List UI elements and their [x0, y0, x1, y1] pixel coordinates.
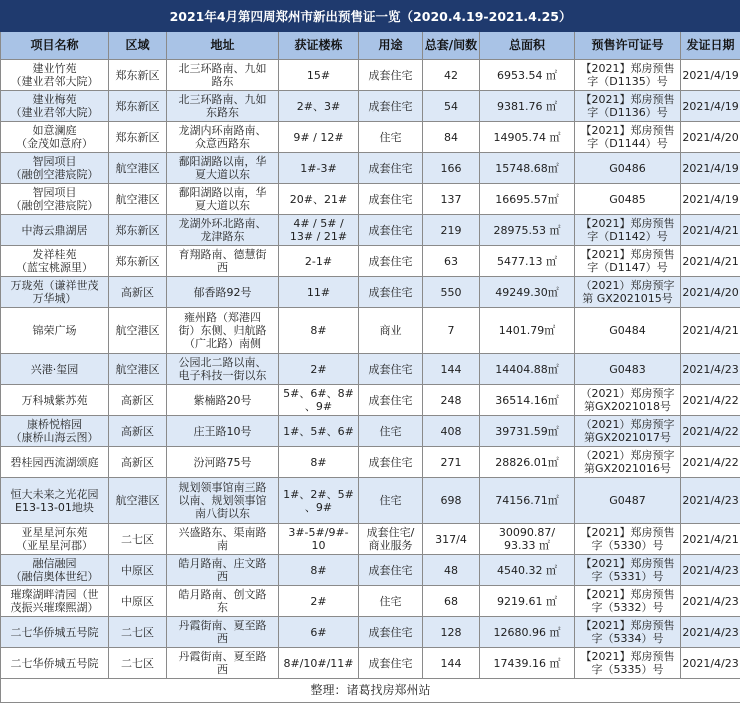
cell-buildings: 2# — [279, 354, 359, 385]
cell-units: 128 — [423, 617, 480, 648]
column-header: 用途 — [359, 32, 423, 60]
cell-area: 9219.61 ㎡ — [480, 586, 575, 617]
table-row — [1, 215, 740, 246]
cell-usage: 成套住宅 — [359, 153, 423, 184]
cell-address: 公园北二路以南、 电子科技一街以东 — [167, 354, 279, 385]
cell-district: 航空港区 — [109, 354, 167, 385]
cell-issue-date: 2021/4/20 — [681, 122, 740, 153]
cell-address: 皓月路南、庄文路 西 — [167, 555, 279, 586]
table-row — [1, 60, 740, 91]
cell-units: 550 — [423, 277, 480, 308]
table-row — [1, 648, 740, 679]
cell-address: 北三环路南、九如 路东 — [167, 60, 279, 91]
cell-issue-date: 2021/4/20 — [681, 277, 740, 308]
cell-usage: 成套住宅 — [359, 385, 423, 416]
cell-units: 144 — [423, 354, 480, 385]
cell-district: 中原区 — [109, 555, 167, 586]
cell-units: 248 — [423, 385, 480, 416]
cell-project-name: 智园项目 （融创空港宸院） — [1, 184, 109, 215]
cell-permit-number: 【2021】郑房预售 字（D1142）号 — [575, 215, 681, 246]
cell-address: 丹霞街南、夏至路 西 — [167, 648, 279, 679]
cell-address: 郁香路92号 — [167, 277, 279, 308]
cell-address: 紫楠路20号 — [167, 385, 279, 416]
cell-usage: 成套住宅 — [359, 648, 423, 679]
cell-permit-number: 【2021】郑房预售 字（5334）号 — [575, 617, 681, 648]
cell-usage: 成套住宅 — [359, 277, 423, 308]
cell-units: 271 — [423, 447, 480, 478]
table-row — [1, 153, 740, 184]
cell-issue-date: 2021/4/23 — [681, 648, 740, 679]
footer-row — [1, 679, 740, 703]
cell-usage: 成套住宅 — [359, 91, 423, 122]
cell-district: 郑东新区 — [109, 91, 167, 122]
cell-district: 高新区 — [109, 385, 167, 416]
table-row — [1, 478, 740, 524]
cell-permit-number: （2021）郑房预字 第GX2021016号 — [575, 447, 681, 478]
cell-district: 二七区 — [109, 648, 167, 679]
cell-permit-number: 【2021】郑房预售 字（5335）号 — [575, 648, 681, 679]
cell-district: 航空港区 — [109, 153, 167, 184]
cell-permit-number: G0486 — [575, 153, 681, 184]
cell-issue-date: 2021/4/23 — [681, 586, 740, 617]
cell-buildings: 6# — [279, 617, 359, 648]
cell-area: 9381.76 ㎡ — [480, 91, 575, 122]
cell-address: 育翔路南、德慧街 西 — [167, 246, 279, 277]
cell-district: 高新区 — [109, 416, 167, 447]
cell-issue-date: 2021/4/23 — [681, 617, 740, 648]
cell-buildings: 2# — [279, 586, 359, 617]
cell-project-name: 二七华侨城五号院 — [1, 648, 109, 679]
cell-usage: 住宅 — [359, 122, 423, 153]
cell-area: 1401.79㎡ — [480, 308, 575, 354]
cell-units: 317/4 — [423, 524, 480, 555]
cell-issue-date: 2021/4/19 — [681, 60, 740, 91]
cell-address: 鄱阳湖路以南，华 夏大道以东 — [167, 153, 279, 184]
column-header: 区域 — [109, 32, 167, 60]
cell-address: 庄王路10号 — [167, 416, 279, 447]
cell-buildings: 2-1# — [279, 246, 359, 277]
column-header: 项目名称 — [1, 32, 109, 60]
cell-units: 166 — [423, 153, 480, 184]
cell-area: 6953.54 ㎡ — [480, 60, 575, 91]
table-row — [1, 277, 740, 308]
cell-address: 兴盛路东、渠南路 南 — [167, 524, 279, 555]
cell-usage: 成套住宅 — [359, 184, 423, 215]
cell-permit-number: 【2021】郑房预售 字（5332）号 — [575, 586, 681, 617]
cell-project-name: 恒大未来之光花园 E13-13-01地块 — [1, 478, 109, 524]
cell-buildings: 2#、3# — [279, 91, 359, 122]
cell-permit-number: （2021）郑房预字 第GX2021017号 — [575, 416, 681, 447]
cell-issue-date: 2021/4/21 — [681, 308, 740, 354]
cell-units: 63 — [423, 246, 480, 277]
cell-district: 高新区 — [109, 277, 167, 308]
cell-buildings: 9# / 12# — [279, 122, 359, 153]
cell-area: 16695.57㎡ — [480, 184, 575, 215]
cell-usage: 成套住宅/ 商业服务 — [359, 524, 423, 555]
cell-district: 郑东新区 — [109, 215, 167, 246]
cell-issue-date: 2021/4/19 — [681, 91, 740, 122]
cell-project-name: 建业梅苑 （建业君邻大院） — [1, 91, 109, 122]
cell-permit-number: G0484 — [575, 308, 681, 354]
cell-area: 4540.32 ㎡ — [480, 555, 575, 586]
cell-issue-date: 2021/4/21 — [681, 215, 740, 246]
cell-permit-number: （2021）郑房预字 第 GX2021015号 — [575, 277, 681, 308]
cell-issue-date: 2021/4/22 — [681, 416, 740, 447]
cell-usage: 成套住宅 — [359, 215, 423, 246]
table-title-row — [1, 1, 740, 32]
cell-issue-date: 2021/4/22 — [681, 447, 740, 478]
cell-issue-date: 2021/4/21 — [681, 524, 740, 555]
cell-units: 54 — [423, 91, 480, 122]
cell-usage: 成套住宅 — [359, 246, 423, 277]
cell-buildings: 20#、21# — [279, 184, 359, 215]
cell-project-name: 二七华侨城五号院 — [1, 617, 109, 648]
cell-address: 皓月路南、创文路 东 — [167, 586, 279, 617]
cell-usage: 成套住宅 — [359, 617, 423, 648]
cell-usage: 商业 — [359, 308, 423, 354]
cell-district: 二七区 — [109, 524, 167, 555]
cell-project-name: 万科城紫苏苑 — [1, 385, 109, 416]
column-header: 发证日期 — [681, 32, 740, 60]
cell-permit-number: （2021）郑房预字 第GX2021018号 — [575, 385, 681, 416]
cell-address: 丹霞街南、夏至路 西 — [167, 617, 279, 648]
cell-address: 雍州路（郑港四 街）东侧、归航路 （广北路）南侧 — [167, 308, 279, 354]
cell-units: 144 — [423, 648, 480, 679]
cell-buildings: 4# / 5# / 13# / 21# — [279, 215, 359, 246]
cell-address: 龙湖外环北路南、 龙津路东 — [167, 215, 279, 246]
table-row — [1, 91, 740, 122]
cell-district: 航空港区 — [109, 478, 167, 524]
table-body — [1, 60, 740, 679]
column-header-row — [1, 32, 740, 60]
cell-units: 84 — [423, 122, 480, 153]
cell-area: 14404.88㎡ — [480, 354, 575, 385]
column-header: 总套/间数 — [423, 32, 480, 60]
cell-area: 30090.87/ 93.33 ㎡ — [480, 524, 575, 555]
cell-issue-date: 2021/4/23 — [681, 354, 740, 385]
cell-district: 中原区 — [109, 586, 167, 617]
cell-permit-number: 【2021】郑房预售 字（D1147）号 — [575, 246, 681, 277]
cell-buildings: 8# — [279, 447, 359, 478]
cell-issue-date: 2021/4/19 — [681, 153, 740, 184]
cell-issue-date: 2021/4/23 — [681, 478, 740, 524]
cell-buildings: 8# — [279, 308, 359, 354]
table-row — [1, 586, 740, 617]
cell-address: 规划领事馆南三路 以南、规划领事馆 南八街以东 — [167, 478, 279, 524]
cell-project-name: 璀璨湖畔清园（世 茂振兴璀璨熙湖） — [1, 586, 109, 617]
cell-area: 39731.59㎡ — [480, 416, 575, 447]
cell-permit-number: 【2021】郑房预售 字（5330）号 — [575, 524, 681, 555]
cell-area: 28826.01㎡ — [480, 447, 575, 478]
table-row — [1, 246, 740, 277]
cell-buildings: 8# — [279, 555, 359, 586]
cell-area: 49249.30㎡ — [480, 277, 575, 308]
cell-issue-date: 2021/4/19 — [681, 184, 740, 215]
cell-project-name: 融信融园 （融信奥体世纪） — [1, 555, 109, 586]
table-row — [1, 122, 740, 153]
cell-district: 郑东新区 — [109, 60, 167, 91]
cell-project-name: 万珑苑（谦祥世茂 万华城） — [1, 277, 109, 308]
cell-permit-number: 【2021】郑房预售 字（D1136）号 — [575, 91, 681, 122]
cell-district: 航空港区 — [109, 308, 167, 354]
table-row — [1, 416, 740, 447]
cell-units: 219 — [423, 215, 480, 246]
cell-units: 42 — [423, 60, 480, 91]
cell-issue-date: 2021/4/21 — [681, 246, 740, 277]
cell-buildings: 5#、6#、8# 、9# — [279, 385, 359, 416]
cell-buildings: 1#、2#、5# 、9# — [279, 478, 359, 524]
cell-units: 137 — [423, 184, 480, 215]
table-row — [1, 308, 740, 354]
cell-project-name: 发祥桂苑 （蓝宝桃源里） — [1, 246, 109, 277]
cell-permit-number: G0483 — [575, 354, 681, 385]
table-row — [1, 555, 740, 586]
cell-issue-date: 2021/4/22 — [681, 385, 740, 416]
cell-usage: 住宅 — [359, 586, 423, 617]
cell-permit-number: G0487 — [575, 478, 681, 524]
cell-address: 北三环路南、九如 东路东 — [167, 91, 279, 122]
cell-area: 17439.16 ㎡ — [480, 648, 575, 679]
cell-buildings: 11# — [279, 277, 359, 308]
cell-usage: 成套住宅 — [359, 354, 423, 385]
cell-buildings: 1#、5#、6# — [279, 416, 359, 447]
cell-buildings: 3#-5#/9#- 10 — [279, 524, 359, 555]
cell-usage: 成套住宅 — [359, 447, 423, 478]
cell-usage: 成套住宅 — [359, 555, 423, 586]
cell-units: 48 — [423, 555, 480, 586]
cell-permit-number: 【2021】郑房预售 字（5331）号 — [575, 555, 681, 586]
cell-buildings: 15# — [279, 60, 359, 91]
cell-project-name: 建业竹苑 （建业君邻大院） — [1, 60, 109, 91]
cell-usage: 住宅 — [359, 416, 423, 447]
table-row — [1, 447, 740, 478]
cell-permit-number: 【2021】郑房预售 字（D1144）号 — [575, 122, 681, 153]
cell-area: 36514.16㎡ — [480, 385, 575, 416]
cell-area: 14905.74 ㎡ — [480, 122, 575, 153]
cell-district: 航空港区 — [109, 184, 167, 215]
table-title: 2021年4月第四周郑州市新出预售证一览（2020.4.19-2021.4.25） — [1, 1, 740, 32]
cell-buildings: 1#-3# — [279, 153, 359, 184]
cell-buildings: 8#/10#/11# — [279, 648, 359, 679]
cell-project-name: 锦荣广场 — [1, 308, 109, 354]
table-row — [1, 385, 740, 416]
cell-units: 68 — [423, 586, 480, 617]
cell-project-name: 碧桂园西流湖颂庭 — [1, 447, 109, 478]
column-header: 总面积 — [480, 32, 575, 60]
cell-project-name: 亚星星河东苑 （亚星星河郡） — [1, 524, 109, 555]
table-row — [1, 524, 740, 555]
cell-permit-number: 【2021】郑房预售 字（D1135）号 — [575, 60, 681, 91]
cell-units: 408 — [423, 416, 480, 447]
column-header: 获证楼栋 — [279, 32, 359, 60]
cell-area: 28975.53 ㎡ — [480, 215, 575, 246]
cell-address: 鄱阳湖路以南，华 夏大道以东 — [167, 184, 279, 215]
table-row — [1, 617, 740, 648]
cell-project-name: 如意澜庭 （金茂如意府） — [1, 122, 109, 153]
cell-address: 龙湖内环南路南、 众意西路东 — [167, 122, 279, 153]
cell-project-name: 中海云鼎湖居 — [1, 215, 109, 246]
column-header: 地址 — [167, 32, 279, 60]
cell-units: 7 — [423, 308, 480, 354]
cell-project-name: 智园项目 （融创空港宸院） — [1, 153, 109, 184]
cell-units: 698 — [423, 478, 480, 524]
cell-area: 5477.13 ㎡ — [480, 246, 575, 277]
cell-project-name: 康桥悦榕园 （康桥山海云图） — [1, 416, 109, 447]
cell-project-name: 兴港·玺园 — [1, 354, 109, 385]
cell-area: 74156.71㎡ — [480, 478, 575, 524]
cell-issue-date: 2021/4/23 — [681, 555, 740, 586]
column-header: 预售许可证号 — [575, 32, 681, 60]
cell-address: 汾河路75号 — [167, 447, 279, 478]
cell-district: 二七区 — [109, 617, 167, 648]
cell-district: 郑东新区 — [109, 122, 167, 153]
table-row — [1, 184, 740, 215]
cell-usage: 成套住宅 — [359, 60, 423, 91]
cell-usage: 住宅 — [359, 478, 423, 524]
cell-district: 郑东新区 — [109, 246, 167, 277]
table-row — [1, 354, 740, 385]
footer-credit: 整理：诸葛找房郑州站 — [1, 679, 740, 703]
cell-area: 15748.68㎡ — [480, 153, 575, 184]
cell-area: 12680.96 ㎡ — [480, 617, 575, 648]
cell-district: 高新区 — [109, 447, 167, 478]
cell-permit-number: G0485 — [575, 184, 681, 215]
